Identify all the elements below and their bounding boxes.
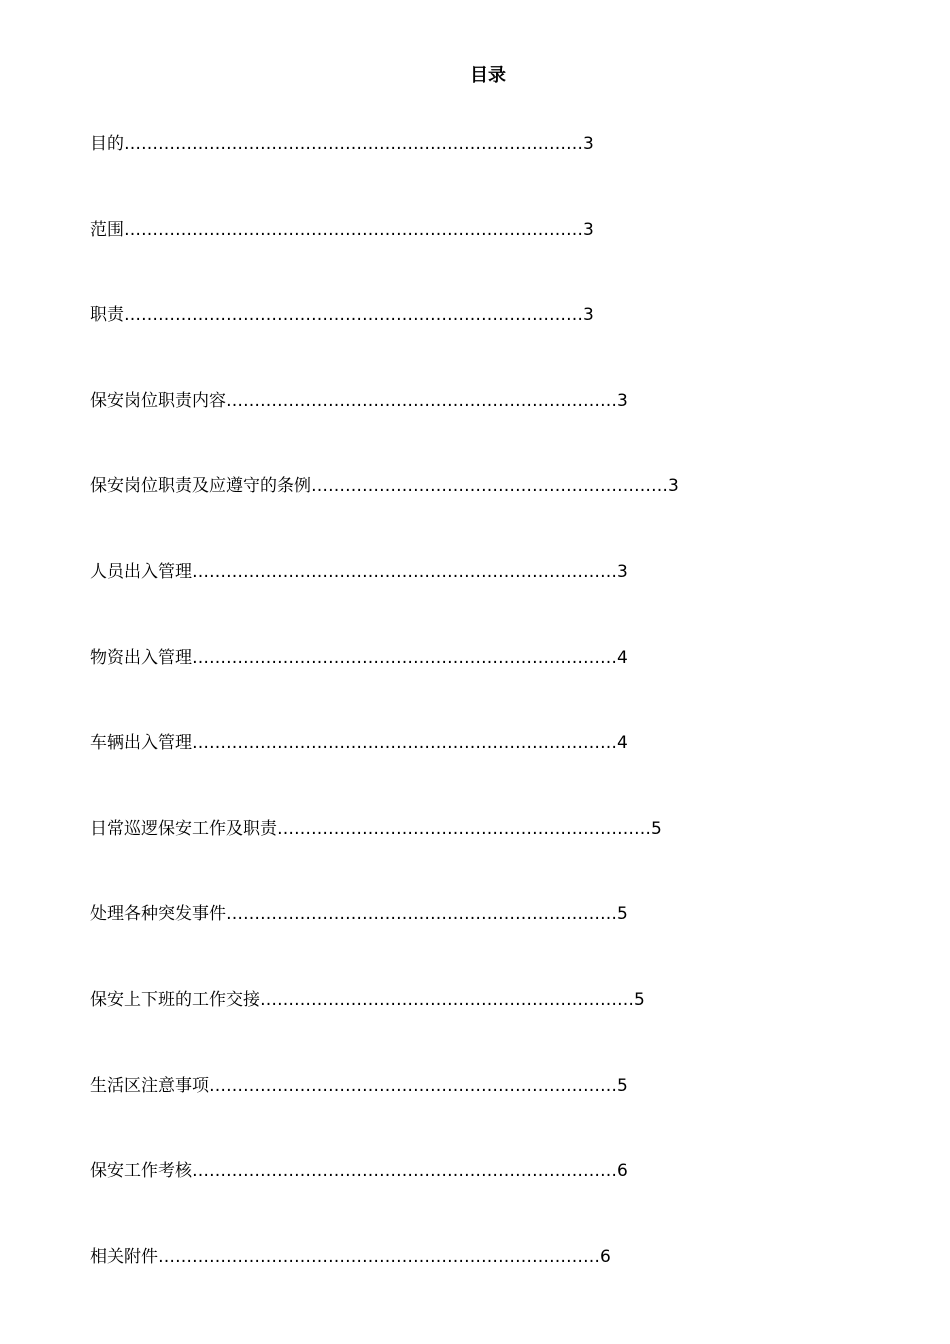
toc-entry-label: 保安工作考核	[90, 1161, 192, 1182]
toc-entry	[90, 560, 679, 646]
toc-entry-label: 人员出入管理	[90, 561, 192, 582]
toc-entry-label: 保安岗位职责及应遵守的条例	[90, 476, 311, 497]
toc-list	[90, 132, 679, 1330]
toc-page-number: 3	[583, 305, 594, 326]
toc-entry	[90, 1074, 679, 1160]
toc-page-number: 5	[634, 989, 645, 1010]
toc-leader-dots: ………………………………………………………………………	[124, 134, 583, 154]
toc-leader-dots: …………………………………………………………………	[192, 733, 617, 754]
toc-page-number: 6	[600, 1246, 611, 1267]
toc-page-number: 3	[668, 476, 679, 497]
toc-entry	[90, 1245, 679, 1331]
toc-entry	[90, 1159, 679, 1245]
toc-title: 目录	[470, 65, 506, 86]
toc-entry-label: 车辆出入管理	[90, 733, 192, 754]
toc-entry	[90, 303, 679, 389]
toc-entry-label: 处理各种突发事件	[90, 904, 226, 925]
toc-page-number: 5	[651, 818, 662, 839]
toc-page-number: 5	[617, 1075, 628, 1096]
toc-leader-dots: ……………………………………………………………………	[158, 1246, 600, 1267]
toc-entry	[90, 132, 679, 218]
toc-page-number: 4	[617, 647, 628, 668]
toc-entry-label: 保安上下班的工作交接	[90, 989, 260, 1010]
toc-entry	[90, 218, 679, 304]
toc-leader-dots: ………………………………………………………………………	[124, 219, 583, 240]
toc-page-number: 3	[617, 390, 628, 411]
toc-leader-dots: ………………………………………………………	[311, 476, 668, 497]
toc-entry	[90, 389, 679, 475]
toc-entry-label: 目的	[90, 134, 124, 154]
toc-entry	[90, 474, 679, 560]
toc-page-number: 6	[617, 1161, 628, 1182]
toc-entry-label: 相关附件	[90, 1246, 158, 1267]
toc-leader-dots: …………………………………………………………………	[192, 561, 617, 582]
toc-leader-dots: …………………………………………………………………	[192, 1161, 617, 1182]
toc-entry-label: 范围	[90, 219, 124, 240]
toc-leader-dots: …………………………………………………………	[277, 818, 651, 839]
toc-page-number: 3	[583, 134, 594, 154]
toc-leader-dots: …………………………………………………………………	[192, 647, 617, 668]
toc-entry-label: 生活区注意事项	[90, 1075, 209, 1096]
toc-leader-dots: …………………………………………………………	[260, 989, 634, 1010]
toc-page-number: 3	[617, 561, 628, 582]
toc-entry-label: 物资出入管理	[90, 647, 192, 668]
toc-page-number: 3	[583, 219, 594, 240]
toc-entry-label: 职责	[90, 305, 124, 326]
toc-page-number: 5	[617, 904, 628, 925]
toc-leader-dots: ………………………………………………………………………	[124, 305, 583, 326]
toc-leader-dots: ………………………………………………………………	[209, 1075, 617, 1096]
toc-entry-label: 保安岗位职责内容	[90, 390, 226, 411]
toc-entry	[90, 902, 679, 988]
toc-page-number: 4	[617, 733, 628, 754]
toc-entry-label: 日常巡逻保安工作及职责	[90, 818, 277, 839]
toc-leader-dots: ……………………………………………………………	[226, 390, 617, 411]
toc-leader-dots: ……………………………………………………………	[226, 904, 617, 925]
toc-entry	[90, 646, 679, 732]
toc-entry	[90, 817, 679, 903]
toc-entry	[90, 988, 679, 1074]
toc-entry	[90, 731, 679, 817]
